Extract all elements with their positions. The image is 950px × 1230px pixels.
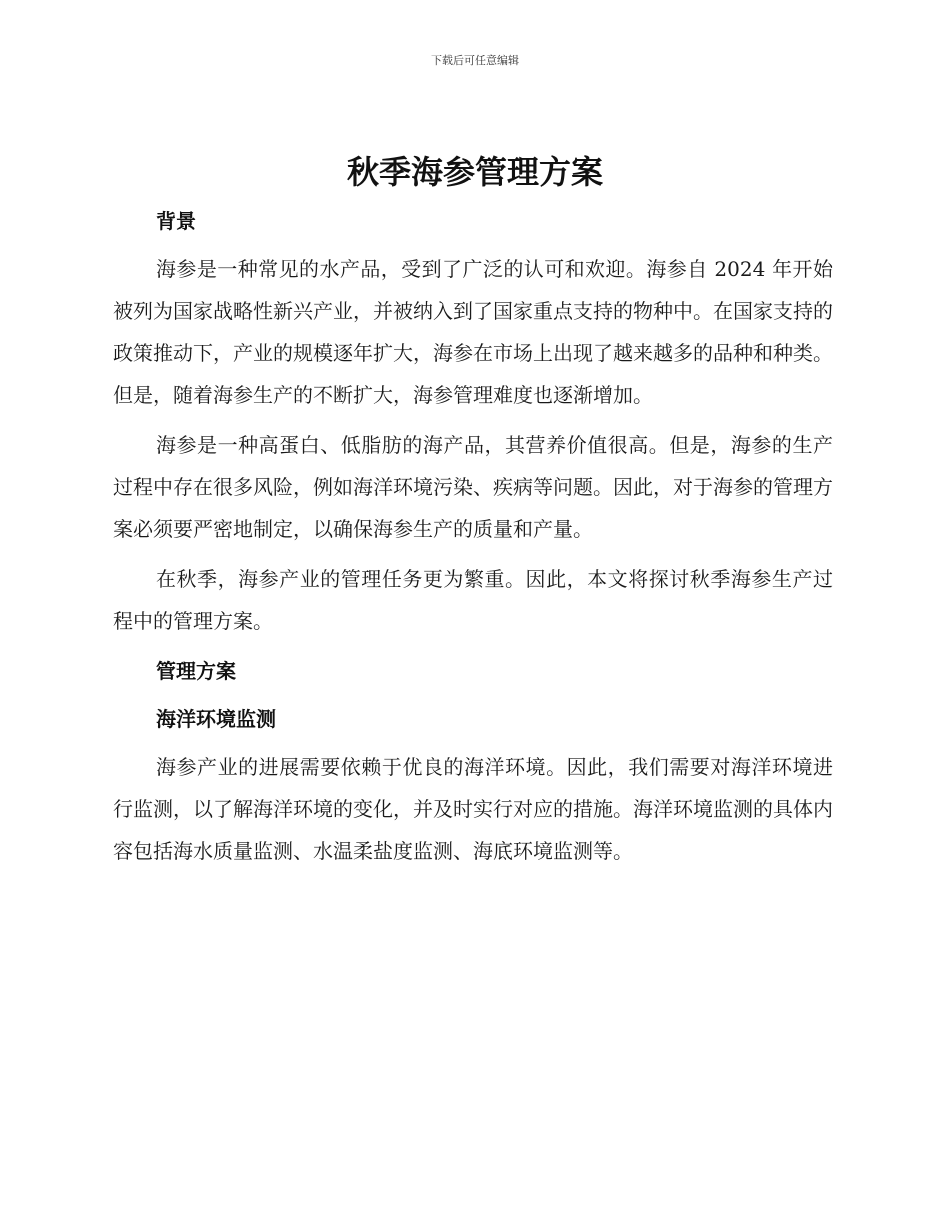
paragraph-background-3: 在秋季，海参产业的管理任务更为繁重。因此，本文将探讨秋季海参生产过程中的管理方案。 (113, 567, 833, 633)
document-title: 秋季海参管理方案 (346, 153, 603, 191)
section-heading-background: 背景 (156, 209, 196, 233)
paragraph-background-2: 海参是一种高蛋白、低脂肪的海产品，其营养价值很高。但是，海参的生产过程中存在很多风险，例如海洋环境污染、疾病等问题。因此，对于海参的管理方案必须要严密地制定，以确保海参生产的质量和产量。 (113, 433, 833, 541)
paragraph-monitoring-1: 海参产业的进展需要依赖于优良的海洋环境。因此，我们需要对海洋环境进行监测，以了解海洋环境的变化，并及时实行对应的措施。海洋环境监测的具体内容包括海水质量监测、水温柔盐度监测、海底环境监测等。 (113, 755, 833, 863)
subsection-heading-monitoring: 海洋环境监测 (156, 707, 276, 731)
section-heading-management: 管理方案 (156, 659, 236, 683)
header-note: 下载后可任意编辑 (431, 54, 519, 67)
paragraph-background-1: 海参是一种常见的水产品，受到了广泛的认可和欢迎。海参自 2024 年开始被列为国家战略性新兴产业，并被纳入到了国家重点支持的物种中。在国家支持的政策推动下，产业的规模逐年扩大，海参在市场上出现了越来越多的品种和种类。但是，随着海参生产的不断扩大，海参管理难度也逐渐增加。 (113, 257, 833, 407)
document-body (113, 200, 833, 880)
